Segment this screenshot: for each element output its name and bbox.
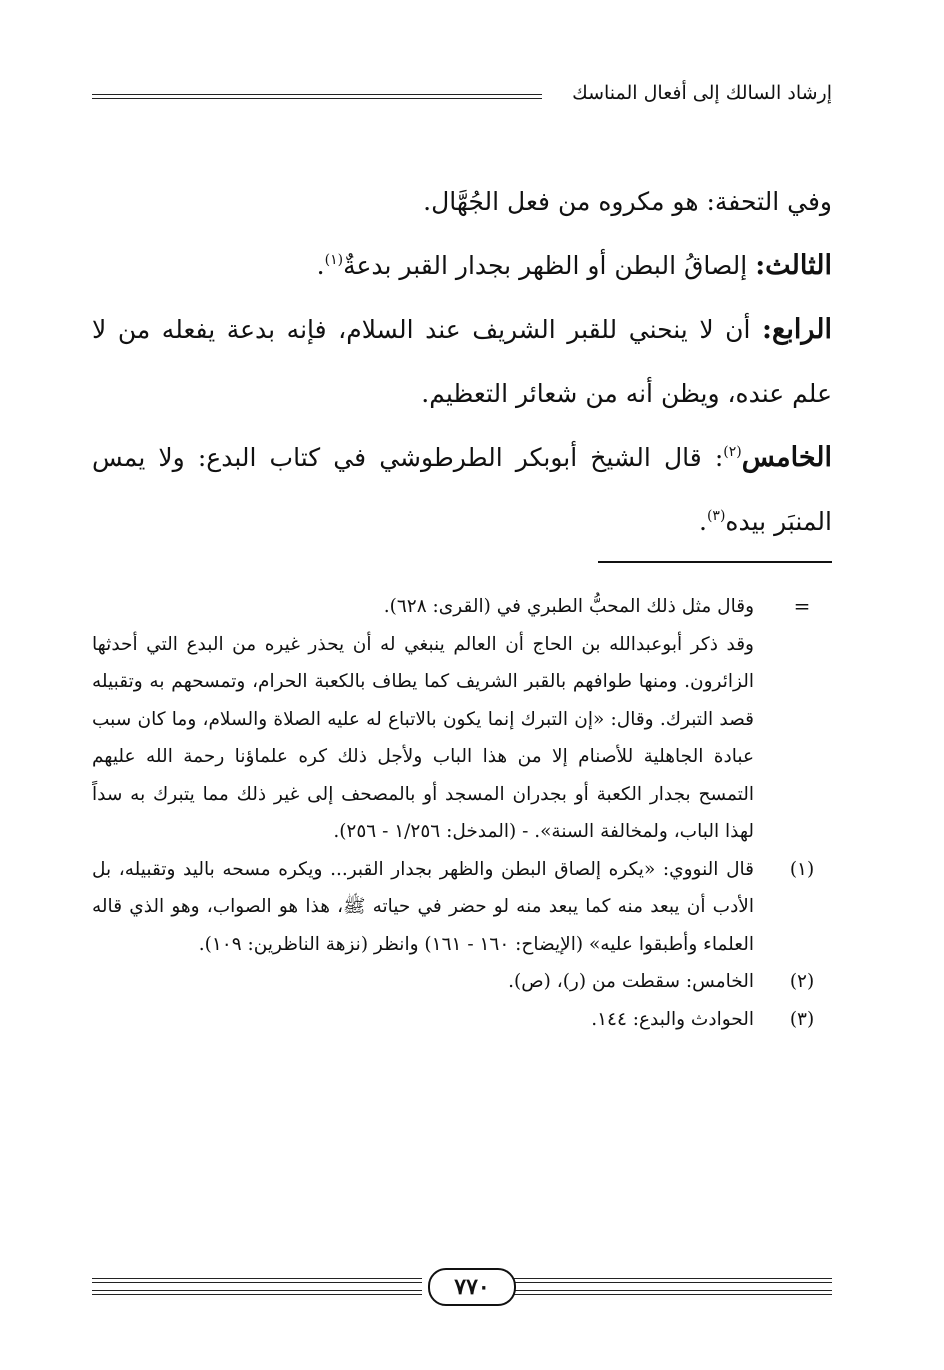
- footnote-2: [92, 963, 832, 1001]
- footnote-1: [92, 851, 832, 964]
- footnote-separator: [598, 561, 832, 563]
- footnote-1-number: (١): [789, 858, 815, 880]
- footnotes: [92, 588, 832, 1038]
- third-keyword: الثالث:: [755, 250, 832, 281]
- footer-rule-left-lower: [92, 1290, 422, 1295]
- header-rule: [92, 94, 542, 99]
- footnote-continuation-paragraph: وقد ذكر أبوعبدالله بن الحاج أن العالم ينبغي له أن يحذر غيره من البدع التي أحدثها الزائرون. ومنها طوافهم بالقبر الشريف كما يطاف بالكعبة الحرام، وتمسحهم به وتقبيله قصد التبرك. وقال: «إن التبرك إنما يكون بالاتباع له عليه الصلاة والسلام، وما كان سبب عبادة الجاهلية للأصنام إلا من هذا الباب ولأجل ذلك كره علماؤنا رحمة الله عليهم التمسح بجدار الكعبة أو بجدران المسجد أو بالمصحف إلى غير ذلك مما يتبرك به سداً لهذا الباب، ولمخالفة السنة». - (المدخل: ١/٢٥٦ - ٢٥٦).: [92, 633, 754, 842]
- footer-rule-right: [514, 1278, 832, 1283]
- third-text: إلصاقُ البطن أو الظهر بجدار القبر بدعةٌ: [343, 251, 756, 280]
- footer-rule-left: [92, 1278, 422, 1283]
- footnote-2-number: (٢): [789, 971, 815, 992]
- paragraph-fifth: [92, 426, 832, 554]
- page-number: ٧٧٠: [428, 1268, 516, 1306]
- footnote-ref-2[interactable]: (٢): [723, 444, 742, 460]
- page-footer: [92, 1268, 832, 1308]
- paragraph-tuhfa-text: وفي التحفة: هو مكروه من فعل الجُهَّال.: [423, 187, 832, 216]
- fifth-keyword: الخامس: [741, 442, 832, 473]
- fourth-text: أن لا ينحني للقبر الشريف عند السلام، فإنه بدعة يفعله من لا علم عنده، ويظن أنه من شعائر التعظيم.: [92, 315, 832, 408]
- footnote-continuation: [92, 588, 832, 626]
- third-end: .: [316, 251, 325, 280]
- fifth-end: .: [699, 507, 707, 536]
- paragraph-tuhfa: [92, 170, 832, 234]
- footnote-ref-1[interactable]: (١): [324, 252, 344, 268]
- running-header: [92, 82, 832, 112]
- footnote-1-text: قال النووي: «يكره إلصاق البطن والظهر بجدار القبر... ويكره مسحه باليد وتقبيله، بل الأدب أن يبعد منه كما يبعد منه لو حضر في حياته ﷺ، هذا هو الصواب، وهو الذي قاله العلماء وأطبقوا عليه» (الإيضاح: ١٦٠ - ١٦١) وانظر (نزهة الناظرين: ١٠٩).: [92, 858, 754, 955]
- main-text: [92, 170, 832, 554]
- fourth-keyword: الرابع:: [762, 314, 832, 345]
- footnote-3: [92, 1001, 832, 1039]
- footer-rule-right-lower: [514, 1290, 832, 1295]
- footnote-3-text: الحوادث والبدع: ١٤٤.: [591, 1008, 754, 1030]
- fifth-text: : قال الشيخ أبوبكر الطرطوشي في كتاب البدع: ولا يمس المنبَر بيده: [92, 443, 832, 536]
- running-header-title: إرشاد السالك إلى أفعال المناسك: [572, 82, 832, 104]
- continuation-marker: =: [793, 594, 811, 618]
- footnote-ref-3[interactable]: (٣): [706, 508, 726, 524]
- footnote-2-text: الخامس: سقطت من (ر)، (ص).: [508, 971, 754, 992]
- continuation-line: وقال مثل ذلك المحبُّ الطبري في (القرى: ٦٢٨).: [383, 596, 754, 617]
- footnote-3-number: (٣): [789, 1008, 815, 1030]
- paragraph-third: [92, 234, 832, 298]
- paragraph-fourth: [92, 298, 832, 426]
